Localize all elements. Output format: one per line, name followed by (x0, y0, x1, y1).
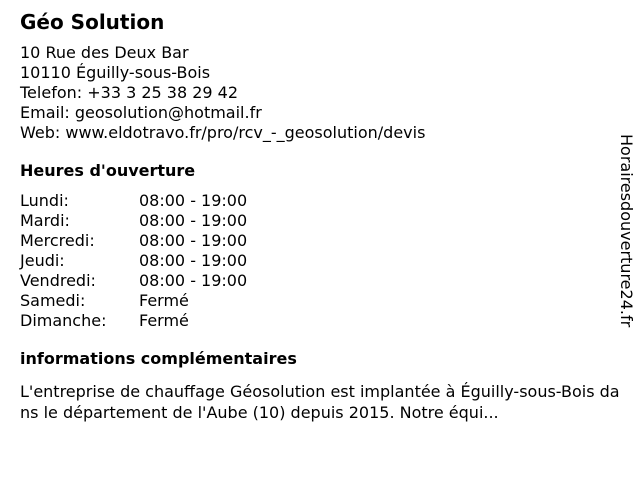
hours-row (20, 191, 620, 211)
hours-value: 08:00 - 19:00 (139, 271, 248, 290)
address-city: 10110 Éguilly-sous-Bois (20, 63, 211, 82)
day-label: Vendredi: (20, 271, 96, 290)
phone-line: Telefon: +33 3 25 38 29 42 (20, 83, 239, 102)
hours-value: 08:00 - 19:00 (139, 231, 248, 250)
hours-row (20, 231, 620, 251)
day-label: Jeudi: (20, 251, 65, 270)
hours-value: 08:00 - 19:00 (139, 191, 248, 210)
opening-hours-table (20, 191, 620, 331)
website-line: Web: www.eldotravo.fr/pro/rcv_-_geosolution/devis (20, 123, 426, 142)
day-label: Lundi: (20, 191, 69, 210)
site-brand-label: Horairesdouverture24.fr (617, 134, 636, 328)
additional-info-heading: informations complémentaires (20, 349, 297, 368)
hours-row (20, 251, 620, 271)
day-label: Mercredi: (20, 231, 95, 250)
hours-value: 08:00 - 19:00 (139, 251, 248, 270)
hours-value: Fermé (139, 311, 189, 330)
opening-hours-heading: Heures d'ouverture (20, 161, 196, 180)
hours-value: 08:00 - 19:00 (139, 211, 248, 230)
day-label: Samedi: (20, 291, 86, 310)
hours-row (20, 311, 620, 331)
hours-row (20, 211, 620, 231)
email-line: Email: geosolution@hotmail.fr (20, 103, 262, 122)
day-label: Dimanche: (20, 311, 107, 330)
hours-value: Fermé (139, 291, 189, 310)
hours-row (20, 291, 620, 311)
day-label: Mardi: (20, 211, 70, 230)
business-description: L'entreprise de chauffage Géosolution est implantée à Éguilly-sous-Bois dans le département de l'Aube (10) depuis 2015. Notre équi... (20, 382, 620, 422)
business-name: Géo Solution (20, 10, 165, 34)
business-card (20, 8, 620, 423)
hours-row (20, 271, 620, 291)
address-street: 10 Rue des Deux Bar (20, 43, 189, 62)
